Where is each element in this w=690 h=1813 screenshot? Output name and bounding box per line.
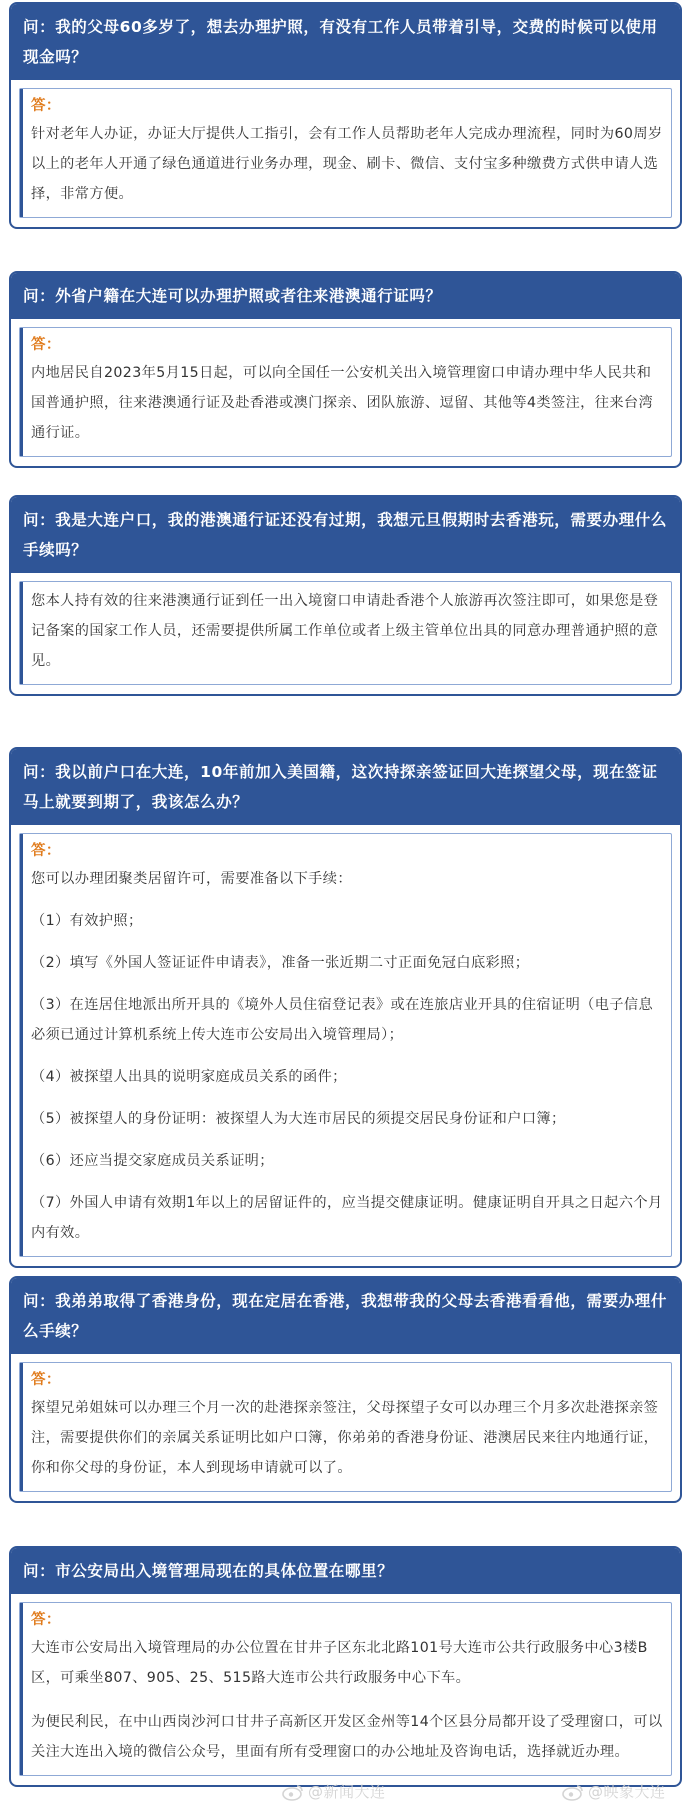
watermark-text: @映象大连 bbox=[588, 1783, 666, 1801]
faq-answer-box bbox=[19, 581, 672, 685]
faq-card-6 bbox=[9, 1546, 682, 1787]
answer-item-4: （4）被探望人出具的说明家庭成员关系的函件； bbox=[31, 1069, 347, 1085]
faq-answer-2: 为便民利民，在中山西岗沙河口甘井子高新区开发区金州等14个区县分局都开设了受理窗口，可以关注大连出入境的微信公众号，里面有所有受理窗口的办公地址及咨询电话，选择就近办理。 bbox=[31, 1714, 663, 1760]
faq-card-3 bbox=[9, 495, 682, 696]
faq-card-1 bbox=[9, 2, 682, 229]
faq-question: 问：外省户籍在大连可以办理护照或者往来港澳通行证吗？ bbox=[11, 273, 680, 319]
faq-card-4 bbox=[9, 747, 682, 1268]
answer-item-6: （6）还应当提交家庭成员关系证明； bbox=[31, 1153, 274, 1169]
answer-item-7: （7）外国人申请有效期1年以上的居留证件的，应当提交健康证明。健康证明自开具之日起六个月内有效。 bbox=[31, 1195, 663, 1241]
faq-answer-box bbox=[19, 833, 672, 1257]
answer-label: 答： bbox=[31, 1372, 61, 1388]
faq-answer-intro: 您可以办理团聚类居留许可，需要准备以下手续： bbox=[31, 871, 352, 887]
faq-answer: 针对老年人办证，办证大厅提供人工指引，会有工作人员帮助老年人完成办理流程，同时为60周岁以上的老年人开通了绿色通道进行业务办理，现金、刷卡、微信、支付宝多种缴费方式供申请人选择，非常方便。 bbox=[31, 126, 663, 202]
faq-answer: 大连市公安局出入境管理局的办公位置在甘井子区东北北路101号大连市公共行政服务中心3楼B区，可乘坐807、905、25、515路大连市公共行政服务中心下车。 bbox=[31, 1640, 648, 1686]
answer-item-2: （2）填写《外国人签证证件申请表》，准备一张近期二寸正面免冠白底彩照； bbox=[31, 955, 530, 971]
faq-question: 问：我以前户口在大连，10年前加入美国籍，这次持探亲签证回大连探望父母，现在签证马上就要到期了，我该怎么办？ bbox=[11, 749, 680, 825]
faq-answer-box bbox=[19, 327, 672, 457]
weibo-logo-icon bbox=[562, 1783, 584, 1801]
faq-question: 问：我是大连户口，我的港澳通行证还没有过期，我想元旦假期时去香港玩，需要办理什么手续吗？ bbox=[11, 497, 680, 573]
faq-answer: 探望兄弟姐妹可以办理三个月一次的赴港探亲签注，父母探望子女可以办理三个月多次赴港探亲签注，需要提供你们的亲属关系证明比如户口簿，你弟弟的香港身份证、港澳居民来往内地通行证，你和你父母的身份证，本人到现场申请就可以了。 bbox=[31, 1400, 659, 1476]
faq-answer-box bbox=[19, 1362, 672, 1492]
watermark-2 bbox=[562, 1781, 666, 1802]
answer-label: 答： bbox=[31, 843, 61, 859]
faq-answer-box bbox=[19, 88, 672, 218]
answer-item-3: （3）在连居住地派出所开具的《境外人员住宿登记表》或在连旅店业开具的住宿证明（电子信息必须已通过计算机系统上传大连市公安局出入境管理局）； bbox=[31, 997, 654, 1043]
watermark-text: @新闻大连 bbox=[308, 1783, 386, 1801]
faq-answer: 内地居民自2023年5月15日起，可以向全国任一公安机关出入境管理窗口申请办理中华人民共和国普通护照，往来港澳通行证及赴香港或澳门探亲、团队旅游、逗留、其他等4类签注，往来台湾通行证。 bbox=[31, 365, 654, 441]
answer-label: 答： bbox=[31, 337, 61, 353]
answer-label: 答： bbox=[31, 98, 61, 114]
answer-item-5: （5）被探望人的身份证明：被探望人为大连市居民的须提交居民身份证和户口簿； bbox=[31, 1111, 566, 1127]
answer-item-1: （1）有效护照； bbox=[31, 913, 143, 929]
faq-card-5 bbox=[9, 1276, 682, 1503]
answer-label: 答： bbox=[31, 1612, 61, 1628]
faq-question: 问：市公安局出入境管理局现在的具体位置在哪里？ bbox=[11, 1548, 680, 1594]
faq-card-2 bbox=[9, 271, 682, 468]
watermark-1 bbox=[282, 1781, 386, 1802]
paragraph-gap bbox=[31, 1693, 663, 1707]
faq-question: 问：我的父母60多岁了，想去办理护照，有没有工作人员带着引导，交费的时候可以使用现金吗？ bbox=[11, 4, 680, 80]
faq-question: 问：我弟弟取得了香港身份，现在定居在香港，我想带我的父母去香港看看他，需要办理什么手续？ bbox=[11, 1278, 680, 1354]
faq-answer: 您本人持有效的往来港澳通行证到任一出入境窗口申请赴香港个人旅游再次签注即可，如果您是登记备案的国家工作人员，还需要提供所属工作单位或者上级主管单位出具的同意办理普通护照的意见。 bbox=[31, 593, 659, 669]
weibo-logo-icon bbox=[282, 1783, 304, 1801]
faq-answer-box bbox=[19, 1602, 672, 1776]
